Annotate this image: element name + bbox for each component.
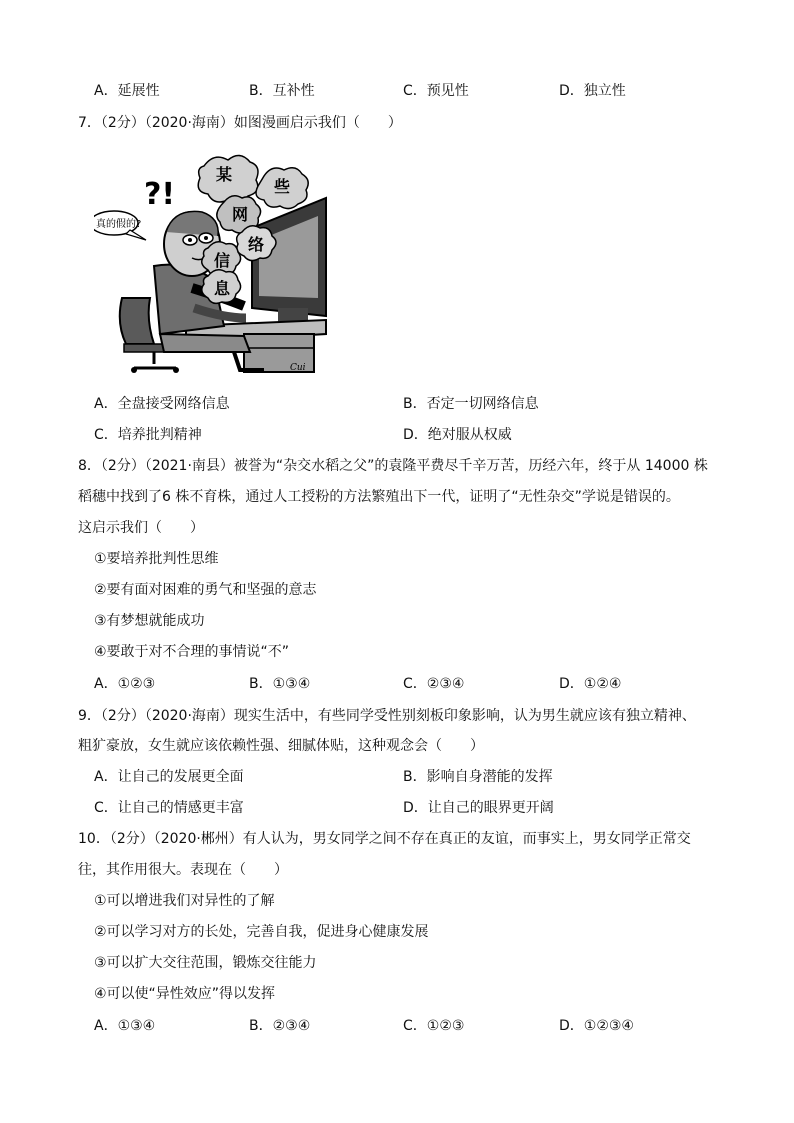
q7-stem: 7．（2分）（2020·海南）如图漫画启示我们（ ） <box>78 115 402 131</box>
q10-statement-3: ③可以扩大交往范围，锻炼交往能力 <box>94 955 317 971</box>
q10-statement-1: ①可以增进我们对异性的了解 <box>94 893 275 909</box>
q8-statement-1: ①要培养批判性思维 <box>94 551 219 567</box>
bubble-char-2: 些 <box>274 177 291 196</box>
q8-option-c: C．②③④ <box>403 676 465 692</box>
q8-option-b: B．①③④ <box>249 676 311 692</box>
q7-cartoon <box>94 148 334 376</box>
bubble-char-4: 络 <box>248 235 265 254</box>
speech-text: 真的假的? <box>96 219 142 230</box>
q6-option-d: D．独立性 <box>559 83 626 99</box>
q10-option-b: B．②③④ <box>249 1018 311 1034</box>
q10-stem-line-2: 往，其作用很大。表现在（ ） <box>78 862 288 878</box>
q7-option-b: B．否定一切网络信息 <box>403 396 539 412</box>
q9-stem-line-2: 粗犷豪放，女生就应该依赖性强、细腻体贴，这种观念会（ ） <box>78 738 484 754</box>
q10-option-a: A．①③④ <box>94 1018 156 1034</box>
q8-statement-4: ④要敢于对不合理的事情说“不” <box>94 644 290 660</box>
bubble-char-5: 信 <box>214 251 231 270</box>
q10-statement-2: ②可以学习对方的长处，完善自我，促进身心健康发展 <box>94 924 429 940</box>
speech-bubble <box>94 211 146 240</box>
q10-option-c: C．①②③ <box>403 1018 465 1034</box>
q10-statement-4: ④可以使“异性效应”得以发挥 <box>94 986 276 1002</box>
q8-statement-2: ②要有面对困难的勇气和坚强的意志 <box>94 582 317 598</box>
q9-option-b: B．影响自身潜能的发挥 <box>403 769 553 785</box>
q8-statement-3: ③有梦想就能成功 <box>94 613 205 629</box>
q9-stem-line-1: 9．（2分）（2020·海南）现实生活中，有些同学受性别刻板印象影响，认为男生就应该有独立精神、 <box>78 708 696 724</box>
bubble-char-1: 某 <box>216 165 233 184</box>
q9-option-a: A．让自己的发展更全面 <box>94 769 244 785</box>
computer-monitor-icon <box>252 198 326 322</box>
bubble-char-3: 网 <box>232 205 249 224</box>
q8-stem-line-3: 这启示我们（ ） <box>78 520 204 536</box>
bubble-char-6: 息 <box>214 279 231 298</box>
q6-option-b: B．互补性 <box>249 83 315 99</box>
q9-option-c: C．让自己的情感更丰富 <box>94 800 244 816</box>
q8-stem-line-1: 8．（2分）（2021·南县）被誉为“杂交水稻之父”的袁隆平费尽千辛万苦，历经六年，终于从 14000 株 <box>78 458 708 474</box>
q7-option-c: C．培养批判精神 <box>94 427 202 443</box>
q7-option-d: D．绝对服从权威 <box>403 427 512 443</box>
q8-option-d: D．①②④ <box>559 676 622 692</box>
q6-option-a: A．延展性 <box>94 83 160 99</box>
q8-stem-line-2: 稻穗中找到了6 株不育株，通过人工授粉的方法繁殖出下一代，证明了“无性杂交”学说是错误的。 <box>78 489 680 505</box>
artist-signature: Cui <box>290 363 306 373</box>
q9-option-d: D．让自己的眼界更开阔 <box>403 800 554 816</box>
q8-option-a: A．①②③ <box>94 676 156 692</box>
q10-stem-line-1: 10．（2分）（2020·郴州）有人认为，男女同学之间不存在真正的友谊，而事实上，男女同学正常交 <box>78 831 691 847</box>
q6-option-c: C．预见性 <box>403 83 469 99</box>
q10-option-d: D．①②③④ <box>559 1018 634 1034</box>
q7-option-a: A．全盘接受网络信息 <box>94 396 230 412</box>
question-exclaim-mark: ?! <box>144 177 176 212</box>
